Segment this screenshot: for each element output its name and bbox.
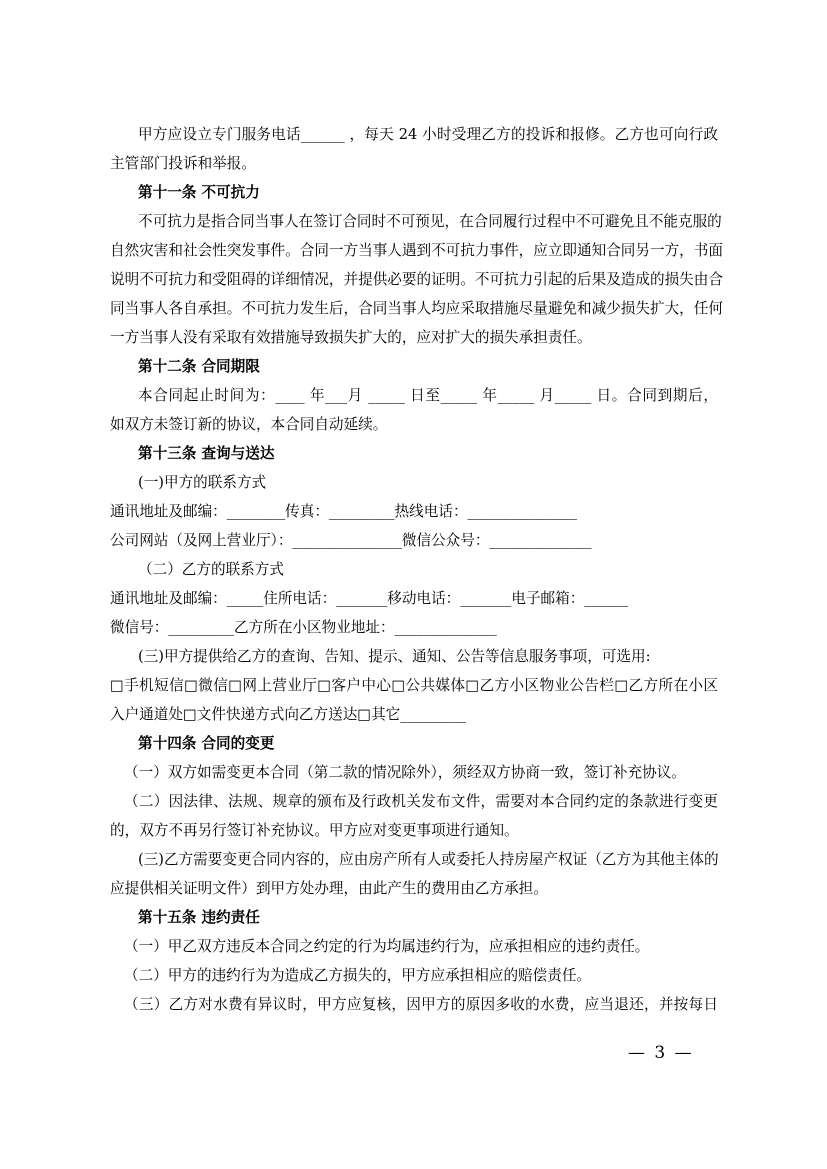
paragraph-line: 的，双方不再另行签订补充协议。甲方应对变更事项进行通知。 [110,822,519,839]
paragraph-line: 公司网站（及网上营业厅）：_______________微信公众号：______________ [110,532,592,549]
article-heading: 第十五条 违约责任 [138,909,260,926]
paragraph-line: （二）因法律、法规、规章的颁布及行政机关发布文件，需要对本合同约定的条款进行变更 [124,793,718,810]
paragraph-line: （二）甲方的违约行为为造成乙方损失的，甲方应承担相应的赔偿责任。 [124,967,592,984]
article-heading: 第十四条 合同的变更 [138,735,275,752]
paragraph-line: （三）乙方对水费有异议时，甲方应复核，因甲方的原因多收的水费，应当退还，并按每日 [124,996,718,1013]
paragraph-line: 通讯地址及邮编：_____住所电话：_______移动电话：_______电子邮箱：______ [110,590,629,607]
article-heading: 第十一条 不可抗力 [138,184,260,201]
paragraph-line: （二）乙方的联系方式 [138,561,284,578]
article-heading: 第十三条 查询与送达 [138,445,275,462]
page-number: — 3 — [628,1043,694,1063]
paragraph-line: (一)甲方的联系方式 [138,474,267,491]
paragraph-line: 一方当事人没有采取有效措施导致损失扩大的，应对扩大的损失承担责任。 [110,329,592,346]
paragraph-line: 说明不可抗力和受阻碍的详细情况，并提供必要的证明。不可抗力引起的后果及造成的损失由合 [110,271,723,288]
paragraph-line: 不可抗力是指合同当事人在签订合同时不可预见，在合同履行过程中不可避免且不能克服的 [138,213,722,230]
paragraph-line: 通讯地址及邮编：________传真：_________热线电话：_______________ [110,503,578,520]
paragraph-line: 如双方未签订新的协议，本合同自动延续。 [110,416,388,433]
paragraph-line: 甲方应设立专门服务电话______ ，每天 24 小时受理乙方的投诉和报修。乙方也可向行政 [138,126,718,143]
paragraph-line: 自然灾害和社会性突发事件。合同一方当事人遇到不可抗力事件，应立即通知合同另一方，书面 [110,242,723,259]
paragraph-line: 应提供相关证明文件）到甲方处办理，由此产生的费用由乙方承担。 [110,880,548,897]
paragraph-line: （一）甲乙双方违反本合同之约定的行为均属违约行为，应承担相应的违约责任。 [124,938,650,955]
paragraph-line: (三)甲方提供给乙方的查询、告知、提示、通知、公告等信息服务事项，可选用: [138,648,651,665]
paragraph-line: 本合同起止时间为：____ 年___月 _____ 日至_____ 年_____ 月_____ 日。合同到期后， [138,387,718,404]
paragraph-line: (三)乙方需要变更合同内容的，应由房产所有人或委托人持房屋产权证（乙方为其他主体的 [138,851,719,868]
paragraph-line: 微信号：_________乙方所在小区物业地址：______________ [110,619,497,636]
article-heading: 第十二条 合同期限 [138,358,260,375]
paragraph-line: 主管部门投诉和举报。 [110,155,256,172]
paragraph-line: （一）双方如需变更本合同（第二款的情况除外），须经双方协商一致，签订补充协议。 [124,764,686,781]
paragraph-line: 同当事人各自承担。不可抗力发生后，合同当事人均应采取措施尽量避免和减少损失扩大，任何 [110,300,723,317]
checkbox-options-line: □手机短信□微信□网上营业厅□客户中心□公共媒体□乙方小区物业公告栏□乙方所在小区 [110,677,718,694]
checkbox-options-line: 入户通道处□文件快递方式向乙方送达□其它_________ [110,706,466,723]
